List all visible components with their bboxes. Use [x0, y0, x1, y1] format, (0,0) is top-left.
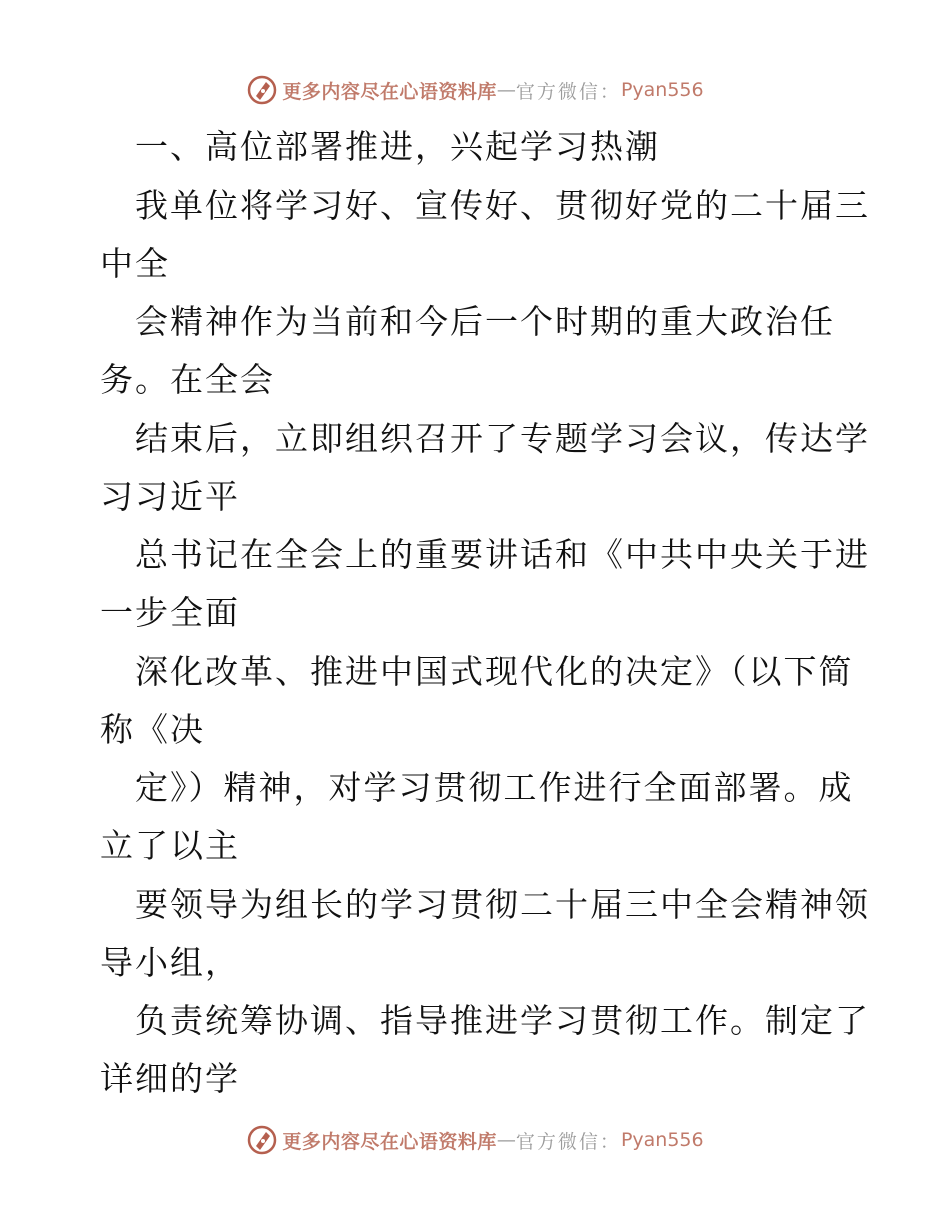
section-heading: 一、高位部署推进，兴起学习热潮 — [135, 127, 660, 166]
footer-watermark — [0, 1120, 950, 1160]
body-line: 立了以主 — [100, 826, 240, 865]
pen-nib-logo-icon — [246, 1124, 278, 1156]
watermark-dash: — — [496, 79, 516, 101]
watermark-main-text: 更多内容尽在心语资料库 — [282, 1130, 497, 1153]
watermark-wechat-label: 官方微信： — [515, 80, 621, 103]
body-line: 定》）精神，对学习贯彻工作进行全面部署。成 — [135, 768, 854, 807]
body-line: 一步全面 — [100, 593, 240, 632]
watermark-main-text: 更多内容尽在心语资料库 — [282, 80, 497, 103]
body-line: 导小组， — [100, 943, 240, 982]
body-line: 会精神作为当前和今后一个时期的重大政治任 — [135, 302, 835, 341]
body-line: 中全 — [100, 244, 170, 283]
watermark-wechat-id: Pyan556 — [620, 79, 704, 101]
body-line: 负责统筹协调、指导推进学习贯彻工作。制定了 — [135, 1001, 870, 1040]
body-line: 详细的学 — [100, 1059, 240, 1098]
watermark-dash: — — [496, 1129, 516, 1151]
body-line: 称《决 — [100, 710, 205, 749]
body-line: 务。在全会 — [100, 360, 275, 399]
body-line: 深化改革、推进中国式现代化的决定》（以下简 — [135, 652, 854, 691]
body-line: 习习近平 — [100, 477, 240, 516]
body-line: 我单位将学习好、宣传好、贯彻好党的二十届三 — [135, 186, 870, 225]
body-line: 要领导为组长的学习贯彻二十届三中全会精神领 — [135, 885, 870, 924]
body-line: 总书记在全会上的重要讲话和《中共中央关于进 — [135, 535, 870, 574]
watermark-wechat-label: 官方微信： — [515, 1130, 621, 1153]
body-line: 结束后，立即组织召开了专题学习会议，传达学 — [135, 419, 870, 458]
watermark-wechat-id: Pyan556 — [620, 1129, 704, 1151]
